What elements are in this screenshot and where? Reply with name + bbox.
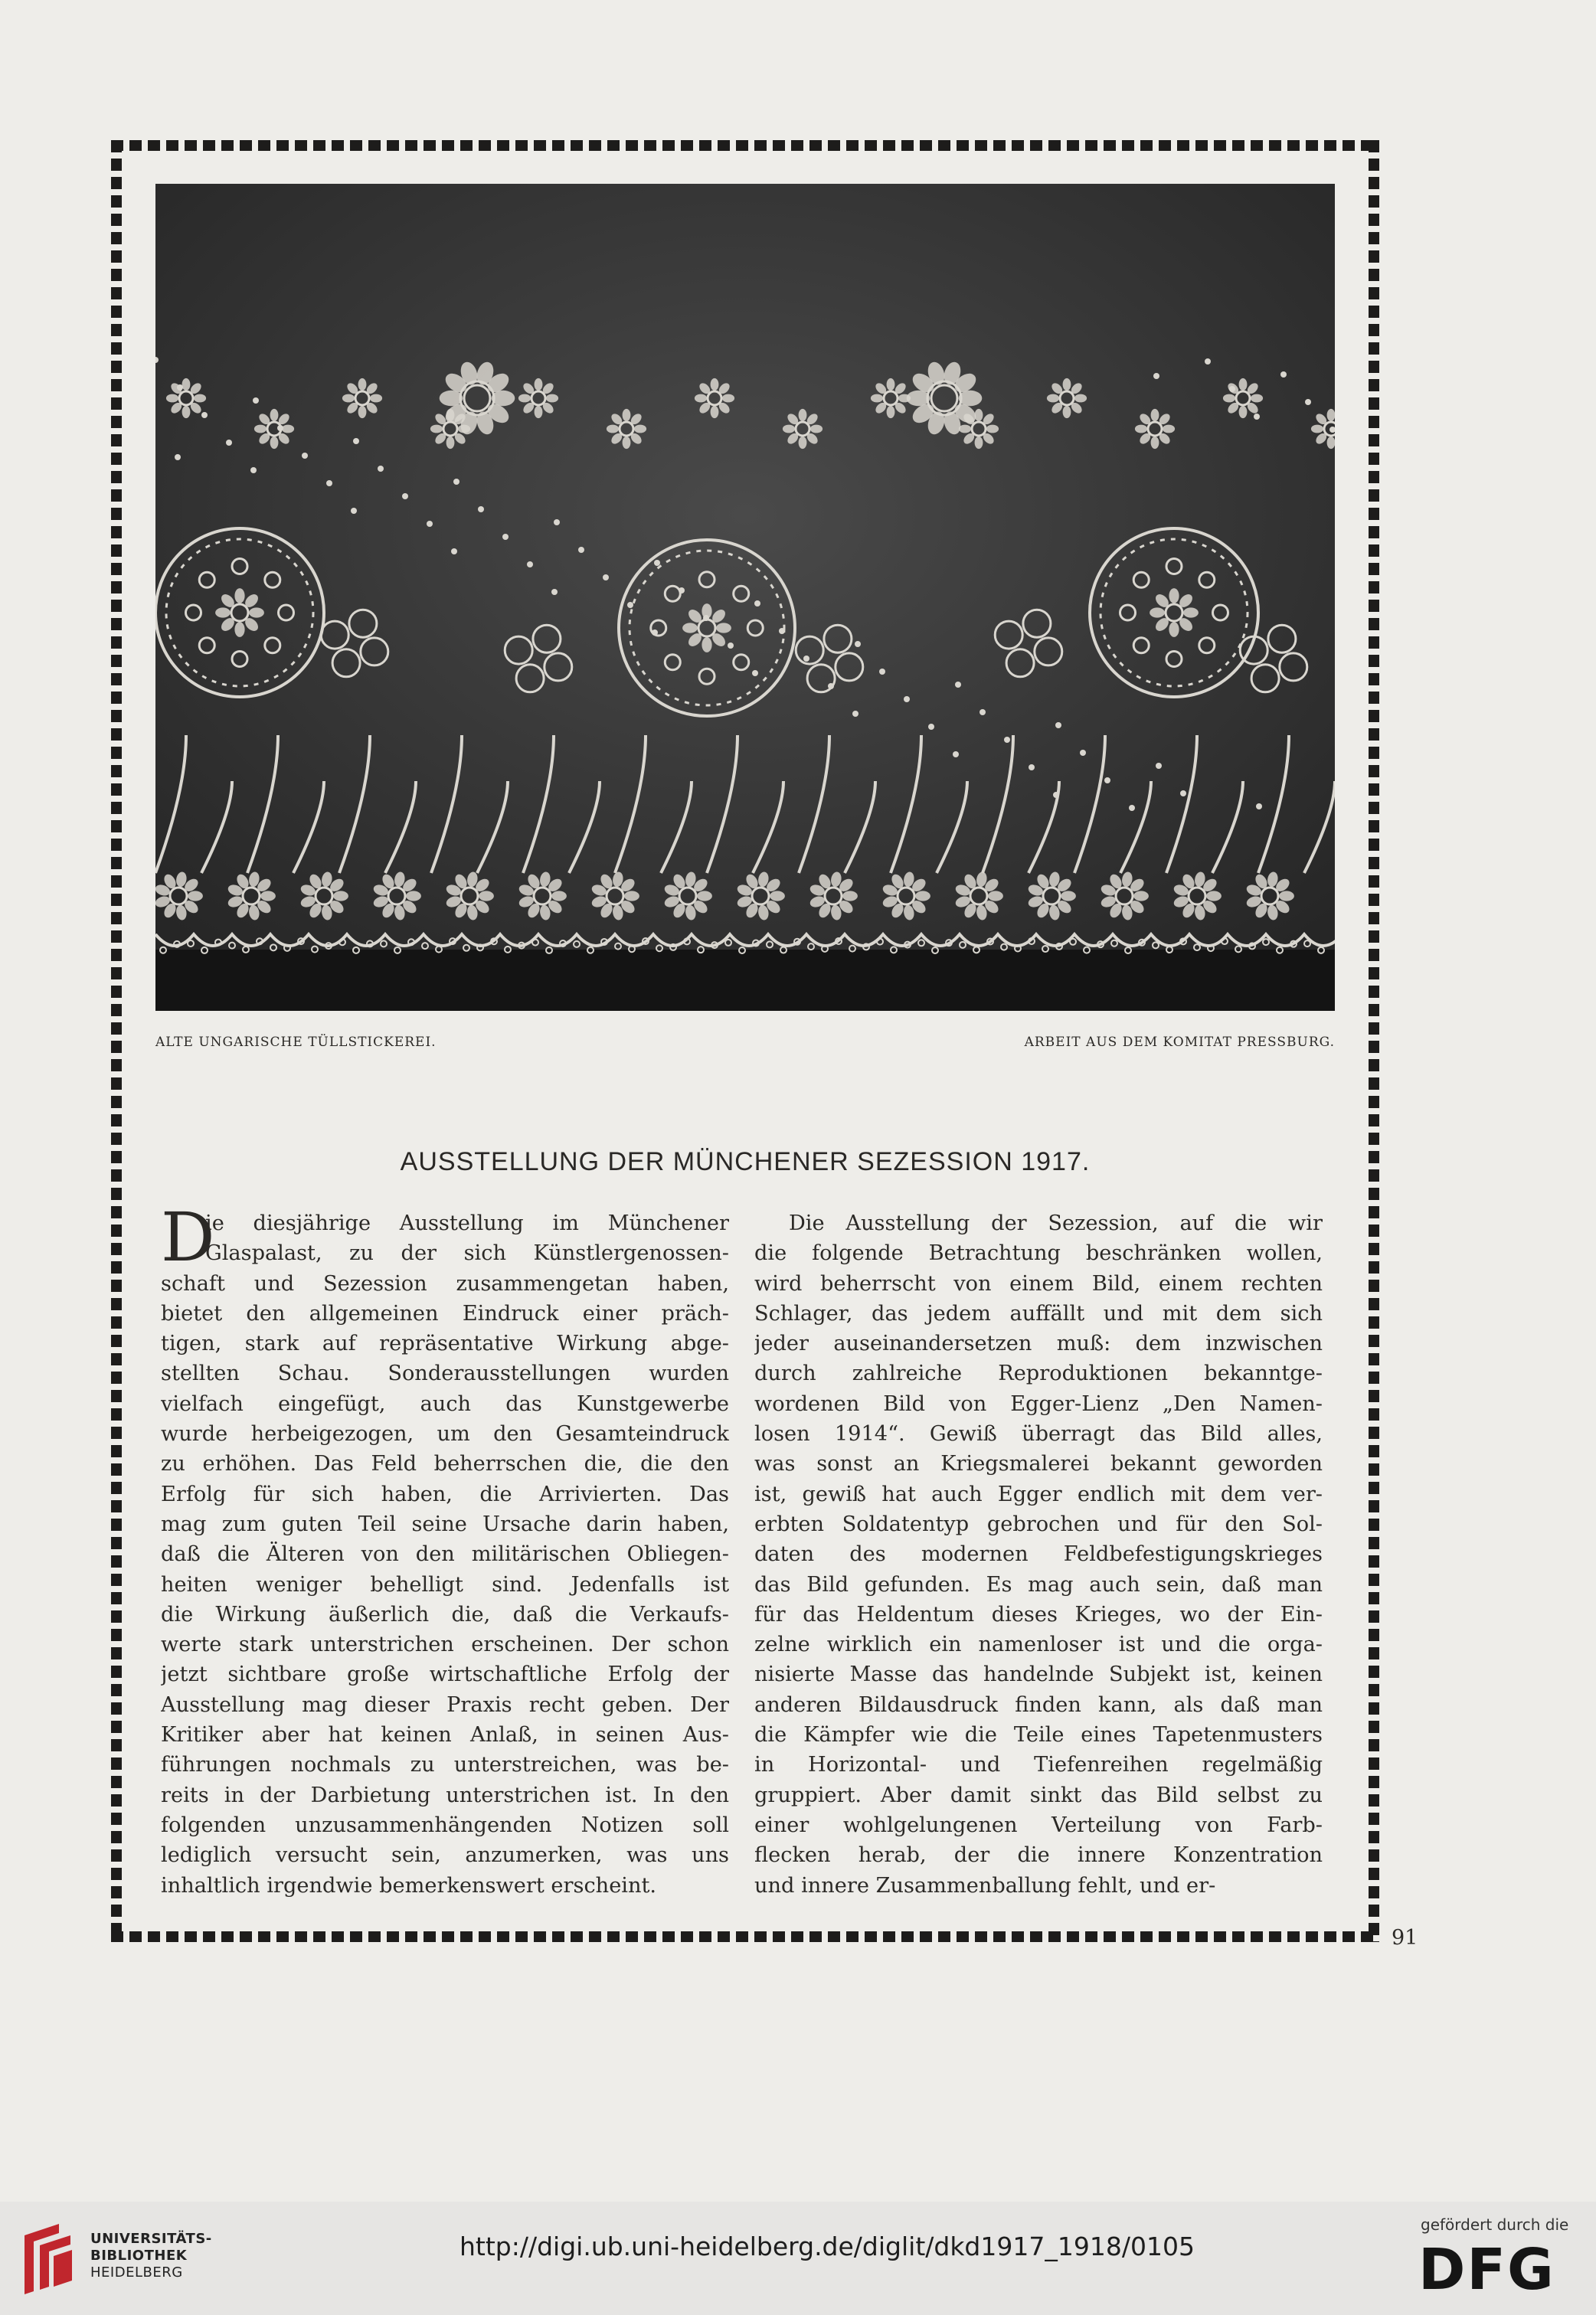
text-line: Ausstellung mag dieser Praxis recht geben. Der — [161, 1692, 729, 1717]
library-name — [90, 2231, 212, 2281]
frame-border-top — [111, 140, 1379, 151]
text-line: lediglich versucht sein, anzumerken, was uns — [161, 1843, 729, 1868]
text-line: in Horizontal- und Tiefenreihen regelmäßig — [754, 1753, 1323, 1777]
text-line: daten des modernen Feldbefestigungskrieges — [754, 1542, 1323, 1567]
text-line: für das Heldentum dieses Krieges, wo der Ein- — [754, 1602, 1323, 1627]
text-line: was sonst an Kriegsmalerei bekannt geworden — [754, 1452, 1323, 1476]
text-line: Die Ausstellung der Sezession, auf die wir — [789, 1211, 1323, 1235]
text-line: führungen nochmals zu unterstreichen, was be- — [161, 1753, 729, 1777]
drop-cap: D — [161, 1198, 215, 1277]
text-line: anderen Bildausdruck finden kann, als daß man — [754, 1692, 1323, 1717]
text-line: erbten Soldatentyp gebrochen und für den Sol- — [754, 1512, 1323, 1536]
text-line: mag zum guten Teil seine Ursache darin haben, — [161, 1512, 729, 1536]
text-line: Schlager, das jedem auffällt und mit dem sich — [754, 1301, 1323, 1326]
library-name-line: HEIDELBERG — [90, 2264, 183, 2281]
text-line: schaft und Sezession zusammengetan haben, — [161, 1271, 729, 1296]
text-line: das Bild gefunden. Es mag auch sein, daß man — [754, 1572, 1323, 1597]
frame-border-right — [1369, 140, 1379, 1942]
frame-border-left — [111, 140, 122, 1942]
frame-border-bottom — [111, 1931, 1379, 1942]
text-line: daß die Älteren von den militärischen Obliegen- — [161, 1542, 729, 1567]
text-line: und innere Zusammenballung fehlt, und er- — [754, 1873, 1216, 1898]
library-name-line: BIBLIOTHEK — [90, 2248, 188, 2264]
text-line: werte stark unterstrichen erscheinen. Der schon — [161, 1633, 729, 1657]
figure-caption-origin: ARBEIT AUS DEM KOMITAT PRESSBURG. — [1024, 1035, 1335, 1050]
text-line: stellten Schau. Sonderausstellungen wurden — [161, 1362, 729, 1386]
text-line: Glaspalast, zu der sich Künstlergenossen- — [205, 1241, 729, 1266]
text-line: inhaltlich irgendwie bemerkenswert erscheint. — [161, 1873, 657, 1898]
text-line: die Kämpfer wie die Teile eines Tapetenmusters — [754, 1723, 1323, 1748]
text-line: zelne wirklich ein namenloser ist und die orga- — [754, 1633, 1323, 1657]
text-line: ie diesjährige Ausstellung im Münchener — [205, 1211, 729, 1235]
text-line: durch zahlreiche Reproduktionen bekanntge- — [754, 1362, 1323, 1386]
text-line: Erfolg für sich haben, die Arrivierten. Das — [161, 1482, 729, 1506]
sponsor-label: gefördert durch die — [1421, 2215, 1569, 2234]
figure-caption-title: ALTE UNGARISCHE TÜLLSTICKEREI. — [155, 1035, 437, 1050]
text-line: reits in der Darbietung unterstrichen ist. In den — [161, 1783, 729, 1807]
text-line: tigen, stark auf repräsentative Wirkung abge- — [161, 1332, 729, 1356]
text-line: bietet den allgemeinen Eindruck einer präch- — [161, 1301, 729, 1326]
permalink-url[interactable]: http://digi.ub.uni-heidelberg.de/diglit/dkd1917_1918/0105 — [460, 2232, 1195, 2261]
text-line: wurde herbeigezogen, um den Gesamteindruck — [161, 1422, 729, 1447]
text-line: folgenden unzusammenhängenden Notizen soll — [161, 1813, 729, 1837]
text-line: vielfach eingefügt, auch das Kunstgewerbe — [161, 1391, 729, 1416]
text-line: die Wirkung äußerlich die, daß die Verkaufs- — [161, 1602, 729, 1627]
text-line: Kritiker aber hat keinen Anlaß, in seinen Aus- — [161, 1723, 729, 1748]
text-line: heiten weniger behelligt sind. Jedenfalls ist — [161, 1572, 729, 1597]
article-column-right — [754, 1208, 1323, 1901]
text-line: nisierte Masse das handelnde Subjekt ist, keinen — [754, 1663, 1323, 1687]
library-logo-icon — [17, 2216, 78, 2300]
page-number: 91 — [1392, 1926, 1418, 1950]
text-line: zu erhöhen. Das Feld beherrschen die, die den — [161, 1452, 729, 1476]
lace-embroidery-photo — [155, 184, 1335, 1011]
text-line: jeder auseinandersetzen muß: dem inzwischen — [754, 1332, 1323, 1356]
text-line: losen 1914“. Gewiß überragt das Bild alles, — [754, 1422, 1323, 1447]
text-line: einer wohlgelungenen Verteilung von Farb- — [754, 1813, 1323, 1837]
article-column-left — [161, 1198, 729, 1901]
text-line: gruppiert. Aber damit sinkt das Bild selbst zu — [754, 1783, 1323, 1807]
article-heading: AUSSTELLUNG DER MÜNCHENER SEZESSION 1917. — [400, 1147, 1091, 1176]
text-line: wird beherrscht von einem Bild, einem rechten — [754, 1271, 1323, 1296]
text-line: wordenen Bild von Egger-Lienz „Den Namen- — [754, 1391, 1323, 1416]
text-line: ist, gewiß hat auch Egger endlich mit dem ver- — [754, 1482, 1323, 1506]
dfg-logo: DFG — [1418, 2237, 1555, 2303]
text-line: flecken herab, der die innere Konzentration — [754, 1843, 1323, 1868]
text-line: jetzt sichtbare große wirtschaftliche Erfolg der — [161, 1663, 729, 1687]
library-name-line: UNIVERSITÄTS- — [90, 2231, 212, 2247]
text-line: die folgende Betrachtung beschränken wollen, — [754, 1241, 1323, 1266]
